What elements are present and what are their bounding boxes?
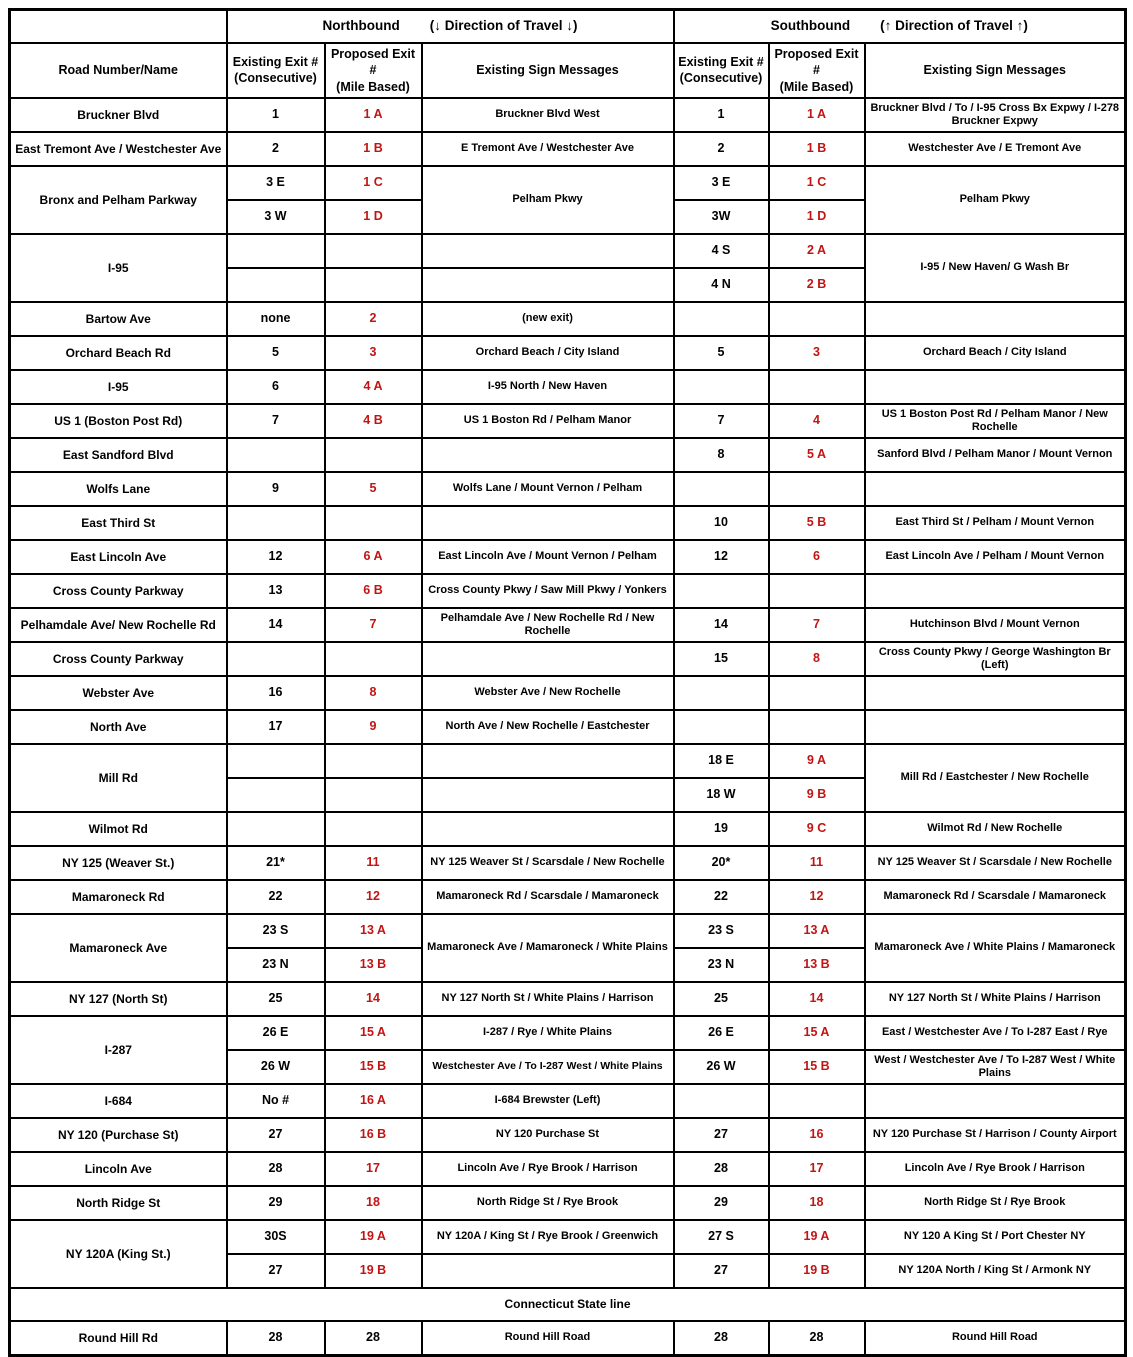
table-row (10, 302, 1126, 336)
nb-proposed-cell: 13 B (325, 948, 422, 982)
nb-proposed-cell: 17 (325, 1152, 422, 1186)
sb-exit-cell: 28 (674, 1152, 769, 1186)
nb-proposed-cell: 15 B (325, 1050, 422, 1084)
nb-exit-cell: 27 (227, 1118, 325, 1152)
sb-sign-cell (865, 302, 1126, 336)
table-row (10, 846, 1126, 880)
nb-exit-cell: 29 (227, 1186, 325, 1220)
nb-proposed-cell: 28 (325, 1321, 422, 1356)
nb-proposed-cell: 14 (325, 982, 422, 1016)
sb-exit-cell: 23 N (674, 948, 769, 982)
sb-sign-cell: East / Westchester Ave / To I-287 East / Rye (865, 1016, 1126, 1050)
nb-exit-cell (227, 438, 325, 472)
sb-sign-cell: Round Hill Road (865, 1321, 1126, 1356)
road-name-cell: East Lincoln Ave (10, 540, 227, 574)
table-row (10, 982, 1126, 1016)
road-name-cell: Bronx and Pelham Parkway (10, 166, 227, 234)
table-row (10, 540, 1126, 574)
nb-exit-cell (227, 642, 325, 676)
nb-proposed-cell: 2 (325, 302, 422, 336)
sb-exit-cell: 4 S (674, 234, 769, 268)
road-name-cell: East Sandford Blvd (10, 438, 227, 472)
sb-sign-cell: Pelham Pkwy (865, 166, 1126, 234)
nb-sign-cell: Orchard Beach / City Island (422, 336, 674, 370)
nb-proposed-cell (325, 812, 422, 846)
nb-proposed-cell: 9 (325, 710, 422, 744)
sb-exit-cell: 2 (674, 132, 769, 166)
nb-sign-cell (422, 234, 674, 268)
nb-sign-cell: NY 127 North St / White Plains / Harrison (422, 982, 674, 1016)
nb-sign-cell (422, 1254, 674, 1288)
sb-sign-cell: I-95 / New Haven/ G Wash Br (865, 234, 1126, 302)
nb-proposed-cell: 6 A (325, 540, 422, 574)
nb-sign-cell: Mamaroneck Rd / Scarsdale / Mamaroneck (422, 880, 674, 914)
sb-sign-cell: NY 127 North St / White Plains / Harrison (865, 982, 1126, 1016)
sb-exit-cell: 18 W (674, 778, 769, 812)
nb-proposed-cell (325, 438, 422, 472)
nb-existing-exit-column-header: Existing Exit # (Consecutive) (227, 43, 325, 98)
sb-exit-cell: 7 (674, 404, 769, 438)
sb-proposed-cell (769, 472, 865, 506)
sb-exit-cell (674, 574, 769, 608)
road-name-cell: Cross County Parkway (10, 574, 227, 608)
nb-sign-cell: I-95 North / New Haven (422, 370, 674, 404)
sb-proposed-cell: 1 B (769, 132, 865, 166)
nb-exit-cell: 23 N (227, 948, 325, 982)
nb-exit-cell: 28 (227, 1152, 325, 1186)
sb-sign-cell: NY 120 A King St / Port Chester NY (865, 1220, 1126, 1254)
road-name-cell: US 1 (Boston Post Rd) (10, 404, 227, 438)
road-name-cell: NY 125 (Weaver St.) (10, 846, 227, 880)
sb-sign-cell (865, 1084, 1126, 1118)
nb-exit-cell: 7 (227, 404, 325, 438)
sb-exit-cell: 28 (674, 1321, 769, 1356)
road-name-cell: I-684 (10, 1084, 227, 1118)
nb-sign-cell: East Lincoln Ave / Mount Vernon / Pelham (422, 540, 674, 574)
sb-sign-cell: NY 125 Weaver St / Scarsdale / New Rochelle (865, 846, 1126, 880)
table-row (10, 370, 1126, 404)
nb-sign-cell: NY 125 Weaver St / Scarsdale / New Rochelle (422, 846, 674, 880)
sb-proposed-cell: 14 (769, 982, 865, 1016)
sb-proposed-cell: 9 C (769, 812, 865, 846)
northbound-label: Northbound (322, 18, 400, 34)
nb-sign-cell: Wolfs Lane / Mount Vernon / Pelham (422, 472, 674, 506)
sb-exit-cell (674, 710, 769, 744)
table-row (10, 234, 1126, 268)
sb-sign-cell (865, 370, 1126, 404)
road-name-cell: Cross County Parkway (10, 642, 227, 676)
sb-sign-cell: East Third St / Pelham / Mount Vernon (865, 506, 1126, 540)
table-row (10, 438, 1126, 472)
sb-proposed-cell: 7 (769, 608, 865, 642)
sb-proposed-cell (769, 676, 865, 710)
nb-proposed-cell: 1 A (325, 98, 422, 132)
sb-proposed-cell: 11 (769, 846, 865, 880)
nb-sign-cell: Mamaroneck Ave / Mamaroneck / White Plains (422, 914, 674, 982)
sb-proposed-cell: 19 B (769, 1254, 865, 1288)
table-row (10, 166, 1126, 200)
sb-exit-cell: 8 (674, 438, 769, 472)
sb-sign-cell (865, 472, 1126, 506)
sb-sign-cell: Sanford Blvd / Pelham Manor / Mount Vernon (865, 438, 1126, 472)
road-name-cell: Mamaroneck Rd (10, 880, 227, 914)
sb-sign-messages-column-header: Existing Sign Messages (865, 43, 1126, 98)
sb-sign-cell: West / Westchester Ave / To I-287 West / White Plains (865, 1050, 1126, 1084)
sb-proposed-cell: 13 B (769, 948, 865, 982)
nb-exit-cell: 13 (227, 574, 325, 608)
sb-exit-cell: 10 (674, 506, 769, 540)
nb-sign-cell: Pelham Pkwy (422, 166, 674, 234)
state-line-row (10, 1288, 1126, 1321)
road-name-cell: North Ridge St (10, 1186, 227, 1220)
nb-exit-cell (227, 234, 325, 268)
nb-sign-cell: Pelhamdale Ave / New Rochelle Rd / New Rochelle (422, 608, 674, 642)
nb-proposed-cell: 1 B (325, 132, 422, 166)
sb-exit-cell: 25 (674, 982, 769, 1016)
sb-proposed-cell: 1 C (769, 166, 865, 200)
nb-proposed-cell: 8 (325, 676, 422, 710)
nb-proposed-cell (325, 778, 422, 812)
sb-proposed-cell: 2 A (769, 234, 865, 268)
table-row (10, 1084, 1126, 1118)
nb-exit-cell: 5 (227, 336, 325, 370)
road-name-cell: North Ave (10, 710, 227, 744)
sb-proposed-cell: 13 A (769, 914, 865, 948)
sb-proposed-cell: 6 (769, 540, 865, 574)
sb-exit-cell: 23 S (674, 914, 769, 948)
nb-exit-cell (227, 778, 325, 812)
sb-proposed-cell: 9 A (769, 744, 865, 778)
nb-sign-cell: Lincoln Ave / Rye Brook / Harrison (422, 1152, 674, 1186)
nb-proposed-cell (325, 268, 422, 302)
sb-exit-cell: 27 S (674, 1220, 769, 1254)
nb-sign-cell: North Ave / New Rochelle / Eastchester (422, 710, 674, 744)
nb-sign-messages-column-header: Existing Sign Messages (422, 43, 674, 98)
nb-exit-cell: 16 (227, 676, 325, 710)
road-name-cell: Webster Ave (10, 676, 227, 710)
nb-exit-cell: 17 (227, 710, 325, 744)
sb-sign-cell: NY 120A North / King St / Armonk NY (865, 1254, 1126, 1288)
sb-exit-cell: 27 (674, 1254, 769, 1288)
sb-proposed-cell: 12 (769, 880, 865, 914)
nb-proposed-cell (325, 744, 422, 778)
nb-exit-cell (227, 506, 325, 540)
sb-proposed-cell: 28 (769, 1321, 865, 1356)
northbound-header (227, 10, 674, 44)
sb-proposed-cell: 15 B (769, 1050, 865, 1084)
road-name-cell: Round Hill Rd (10, 1321, 227, 1356)
nb-exit-cell: 26 E (227, 1016, 325, 1050)
nb-proposed-cell: 16 B (325, 1118, 422, 1152)
sb-exit-cell (674, 302, 769, 336)
nb-sign-cell (422, 778, 674, 812)
sb-proposed-cell: 8 (769, 642, 865, 676)
nb-sign-cell (422, 506, 674, 540)
nb-sign-cell (422, 438, 674, 472)
nb-exit-cell: 3 E (227, 166, 325, 200)
sb-sign-cell: US 1 Boston Post Rd / Pelham Manor / New Rochelle (865, 404, 1126, 438)
nb-proposed-cell: 16 A (325, 1084, 422, 1118)
nb-sign-cell: (new exit) (422, 302, 674, 336)
nb-exit-cell: none (227, 302, 325, 336)
sb-proposed-cell: 16 (769, 1118, 865, 1152)
nb-exit-cell: 22 (227, 880, 325, 914)
sb-exit-cell: 19 (674, 812, 769, 846)
nb-proposed-cell: 7 (325, 608, 422, 642)
nb-exit-cell: 14 (227, 608, 325, 642)
sb-proposed-cell: 2 B (769, 268, 865, 302)
sb-exit-cell: 5 (674, 336, 769, 370)
nb-proposed-cell: 1 D (325, 200, 422, 234)
road-name-cell: I-95 (10, 370, 227, 404)
nb-proposed-cell: 4 A (325, 370, 422, 404)
nb-proposed-cell (325, 642, 422, 676)
sb-exit-cell: 1 (674, 98, 769, 132)
sb-proposed-cell: 5 A (769, 438, 865, 472)
sb-exit-cell: 4 N (674, 268, 769, 302)
nb-exit-cell: 21* (227, 846, 325, 880)
sb-exit-cell: 26 E (674, 1016, 769, 1050)
table-row (10, 1321, 1126, 1356)
state-line-label: Connecticut State line (10, 1288, 1126, 1321)
nb-exit-cell: 30S (227, 1220, 325, 1254)
nb-proposed-cell: 12 (325, 880, 422, 914)
sb-proposed-cell (769, 370, 865, 404)
table-row (10, 676, 1126, 710)
sb-sign-cell: Wilmot Rd / New Rochelle (865, 812, 1126, 846)
table-row (10, 574, 1126, 608)
nb-exit-cell: 3 W (227, 200, 325, 234)
sb-proposed-cell (769, 302, 865, 336)
sb-sign-cell: NY 120 Purchase St / Harrison / County Airport (865, 1118, 1126, 1152)
nb-proposed-cell: 3 (325, 336, 422, 370)
direction-header-row (10, 10, 1126, 44)
sb-proposed-cell (769, 710, 865, 744)
sb-proposed-cell (769, 574, 865, 608)
sb-proposed-cell: 5 B (769, 506, 865, 540)
nb-exit-cell: 1 (227, 98, 325, 132)
sb-exit-cell (674, 370, 769, 404)
sb-proposed-exit-column-header: Proposed Exit # (Mile Based) (769, 43, 865, 98)
nb-exit-cell: 25 (227, 982, 325, 1016)
road-name-cell: NY 120A (King St.) (10, 1220, 227, 1288)
nb-exit-cell (227, 744, 325, 778)
sb-proposed-cell: 15 A (769, 1016, 865, 1050)
sb-sign-cell (865, 676, 1126, 710)
sb-sign-cell: Cross County Pkwy / George Washington Br (Left) (865, 642, 1126, 676)
table-row (10, 98, 1126, 132)
nb-exit-cell: 27 (227, 1254, 325, 1288)
sb-exit-cell: 14 (674, 608, 769, 642)
sb-exit-cell: 22 (674, 880, 769, 914)
nb-proposed-cell: 19 A (325, 1220, 422, 1254)
nb-proposed-cell: 19 B (325, 1254, 422, 1288)
nb-exit-cell (227, 812, 325, 846)
table-row (10, 880, 1126, 914)
nb-exit-cell: 26 W (227, 1050, 325, 1084)
road-name-cell: Wolfs Lane (10, 472, 227, 506)
nb-sign-cell: NY 120A / King St / Rye Brook / Greenwich (422, 1220, 674, 1254)
sb-exit-cell: 15 (674, 642, 769, 676)
nb-exit-cell: 2 (227, 132, 325, 166)
road-name-cell: East Third St (10, 506, 227, 540)
sb-sign-cell: Orchard Beach / City Island (865, 336, 1126, 370)
nb-proposed-cell: 15 A (325, 1016, 422, 1050)
table-row (10, 1152, 1126, 1186)
table-row (10, 1118, 1126, 1152)
road-name-column-header: Road Number/Name (10, 43, 227, 98)
nb-exit-cell: 12 (227, 540, 325, 574)
nb-sign-cell: Round Hill Road (422, 1321, 674, 1356)
sb-sign-cell: Westchester Ave / E Tremont Ave (865, 132, 1126, 166)
sb-exit-cell: 29 (674, 1186, 769, 1220)
sb-exit-cell: 12 (674, 540, 769, 574)
road-name-cell: Orchard Beach Rd (10, 336, 227, 370)
table-row (10, 710, 1126, 744)
table-row (10, 608, 1126, 642)
sb-exit-cell (674, 472, 769, 506)
table-row (10, 642, 1126, 676)
nb-exit-cell: 23 S (227, 914, 325, 948)
nb-sign-cell (422, 812, 674, 846)
sb-exit-cell (674, 1084, 769, 1118)
sb-proposed-cell: 9 B (769, 778, 865, 812)
sb-sign-cell: Mamaroneck Rd / Scarsdale / Mamaroneck (865, 880, 1126, 914)
nb-sign-cell: I-287 / Rye / White Plains (422, 1016, 674, 1050)
table-row (10, 506, 1126, 540)
table-row (10, 1016, 1126, 1050)
southbound-direction-of-travel: (↑ Direction of Travel ↑) (880, 18, 1028, 34)
exit-renumbering-table (8, 8, 1127, 1357)
sb-proposed-cell: 18 (769, 1186, 865, 1220)
road-name-cell: Mamaroneck Ave (10, 914, 227, 982)
nb-sign-cell (422, 744, 674, 778)
column-header-row (10, 43, 1126, 98)
table-row (10, 1186, 1126, 1220)
sb-sign-cell: Lincoln Ave / Rye Brook / Harrison (865, 1152, 1126, 1186)
road-name-cell: NY 120 (Purchase St) (10, 1118, 227, 1152)
sb-proposed-cell: 4 (769, 404, 865, 438)
table-row (10, 132, 1126, 166)
sb-proposed-cell: 1 D (769, 200, 865, 234)
sb-exit-cell: 18 E (674, 744, 769, 778)
nb-exit-cell: No # (227, 1084, 325, 1118)
nb-proposed-cell: 11 (325, 846, 422, 880)
road-name-cell: I-95 (10, 234, 227, 302)
nb-proposed-cell: 1 C (325, 166, 422, 200)
sb-exit-cell: 3W (674, 200, 769, 234)
sb-sign-cell: Bruckner Blvd / To / I-95 Cross Bx Expwy / I-278 Bruckner Expwy (865, 98, 1126, 132)
sb-proposed-cell: 3 (769, 336, 865, 370)
nb-sign-cell: North Ridge St / Rye Brook (422, 1186, 674, 1220)
southbound-label: Southbound (770, 18, 851, 34)
nb-exit-cell: 28 (227, 1321, 325, 1356)
nb-sign-cell: I-684 Brewster (Left) (422, 1084, 674, 1118)
road-name-cell: Wilmot Rd (10, 812, 227, 846)
table-row (10, 744, 1126, 778)
nb-proposed-cell (325, 234, 422, 268)
road-name-cell: Bruckner Blvd (10, 98, 227, 132)
corner-cell (10, 10, 227, 44)
nb-sign-cell: US 1 Boston Rd / Pelham Manor (422, 404, 674, 438)
table-row (10, 472, 1126, 506)
sb-proposed-cell: 19 A (769, 1220, 865, 1254)
nb-exit-cell (227, 268, 325, 302)
nb-sign-cell: Bruckner Blvd West (422, 98, 674, 132)
sb-sign-cell: East Lincoln Ave / Pelham / Mount Vernon (865, 540, 1126, 574)
sb-exit-cell: 27 (674, 1118, 769, 1152)
table-row (10, 1220, 1126, 1254)
nb-proposed-cell: 18 (325, 1186, 422, 1220)
road-name-cell: I-287 (10, 1016, 227, 1084)
nb-proposed-cell (325, 506, 422, 540)
nb-sign-cell: NY 120 Purchase St (422, 1118, 674, 1152)
nb-proposed-cell: 6 B (325, 574, 422, 608)
nb-proposed-cell: 13 A (325, 914, 422, 948)
table-row (10, 914, 1126, 948)
road-name-cell: East Tremont Ave / Westchester Ave (10, 132, 227, 166)
southbound-header (674, 10, 1126, 44)
sb-sign-cell: Mamaroneck Ave / White Plains / Mamaroneck (865, 914, 1126, 982)
nb-sign-cell (422, 642, 674, 676)
road-name-cell: Pelhamdale Ave/ New Rochelle Rd (10, 608, 227, 642)
table-row (10, 812, 1126, 846)
sb-existing-exit-column-header: Existing Exit # (Consecutive) (674, 43, 769, 98)
nb-proposed-exit-column-header: Proposed Exit # (Mile Based) (325, 43, 422, 98)
sb-sign-cell: North Ridge St / Rye Brook (865, 1186, 1126, 1220)
nb-exit-cell: 9 (227, 472, 325, 506)
sb-sign-cell (865, 574, 1126, 608)
sb-sign-cell: Mill Rd / Eastchester / New Rochelle (865, 744, 1126, 812)
nb-exit-cell: 6 (227, 370, 325, 404)
sb-exit-cell: 26 W (674, 1050, 769, 1084)
nb-sign-cell: Westchester Ave / To I-287 West / White Plains (422, 1050, 674, 1084)
sb-exit-cell: 3 E (674, 166, 769, 200)
sb-sign-cell: Hutchinson Blvd / Mount Vernon (865, 608, 1126, 642)
nb-proposed-cell: 4 B (325, 404, 422, 438)
nb-sign-cell: Cross County Pkwy / Saw Mill Pkwy / Yonkers (422, 574, 674, 608)
sb-sign-cell (865, 710, 1126, 744)
sb-exit-cell: 20* (674, 846, 769, 880)
nb-sign-cell: Webster Ave / New Rochelle (422, 676, 674, 710)
road-name-cell: Bartow Ave (10, 302, 227, 336)
sb-proposed-cell: 17 (769, 1152, 865, 1186)
road-name-cell: NY 127 (North St) (10, 982, 227, 1016)
northbound-direction-of-travel: (↓ Direction of Travel ↓) (429, 18, 578, 34)
sb-proposed-cell (769, 1084, 865, 1118)
nb-sign-cell (422, 268, 674, 302)
road-name-cell: Lincoln Ave (10, 1152, 227, 1186)
table-row (10, 336, 1126, 370)
nb-sign-cell: E Tremont Ave / Westchester Ave (422, 132, 674, 166)
road-name-cell: Mill Rd (10, 744, 227, 812)
sb-exit-cell (674, 676, 769, 710)
sb-proposed-cell: 1 A (769, 98, 865, 132)
nb-proposed-cell: 5 (325, 472, 422, 506)
table-row (10, 404, 1126, 438)
